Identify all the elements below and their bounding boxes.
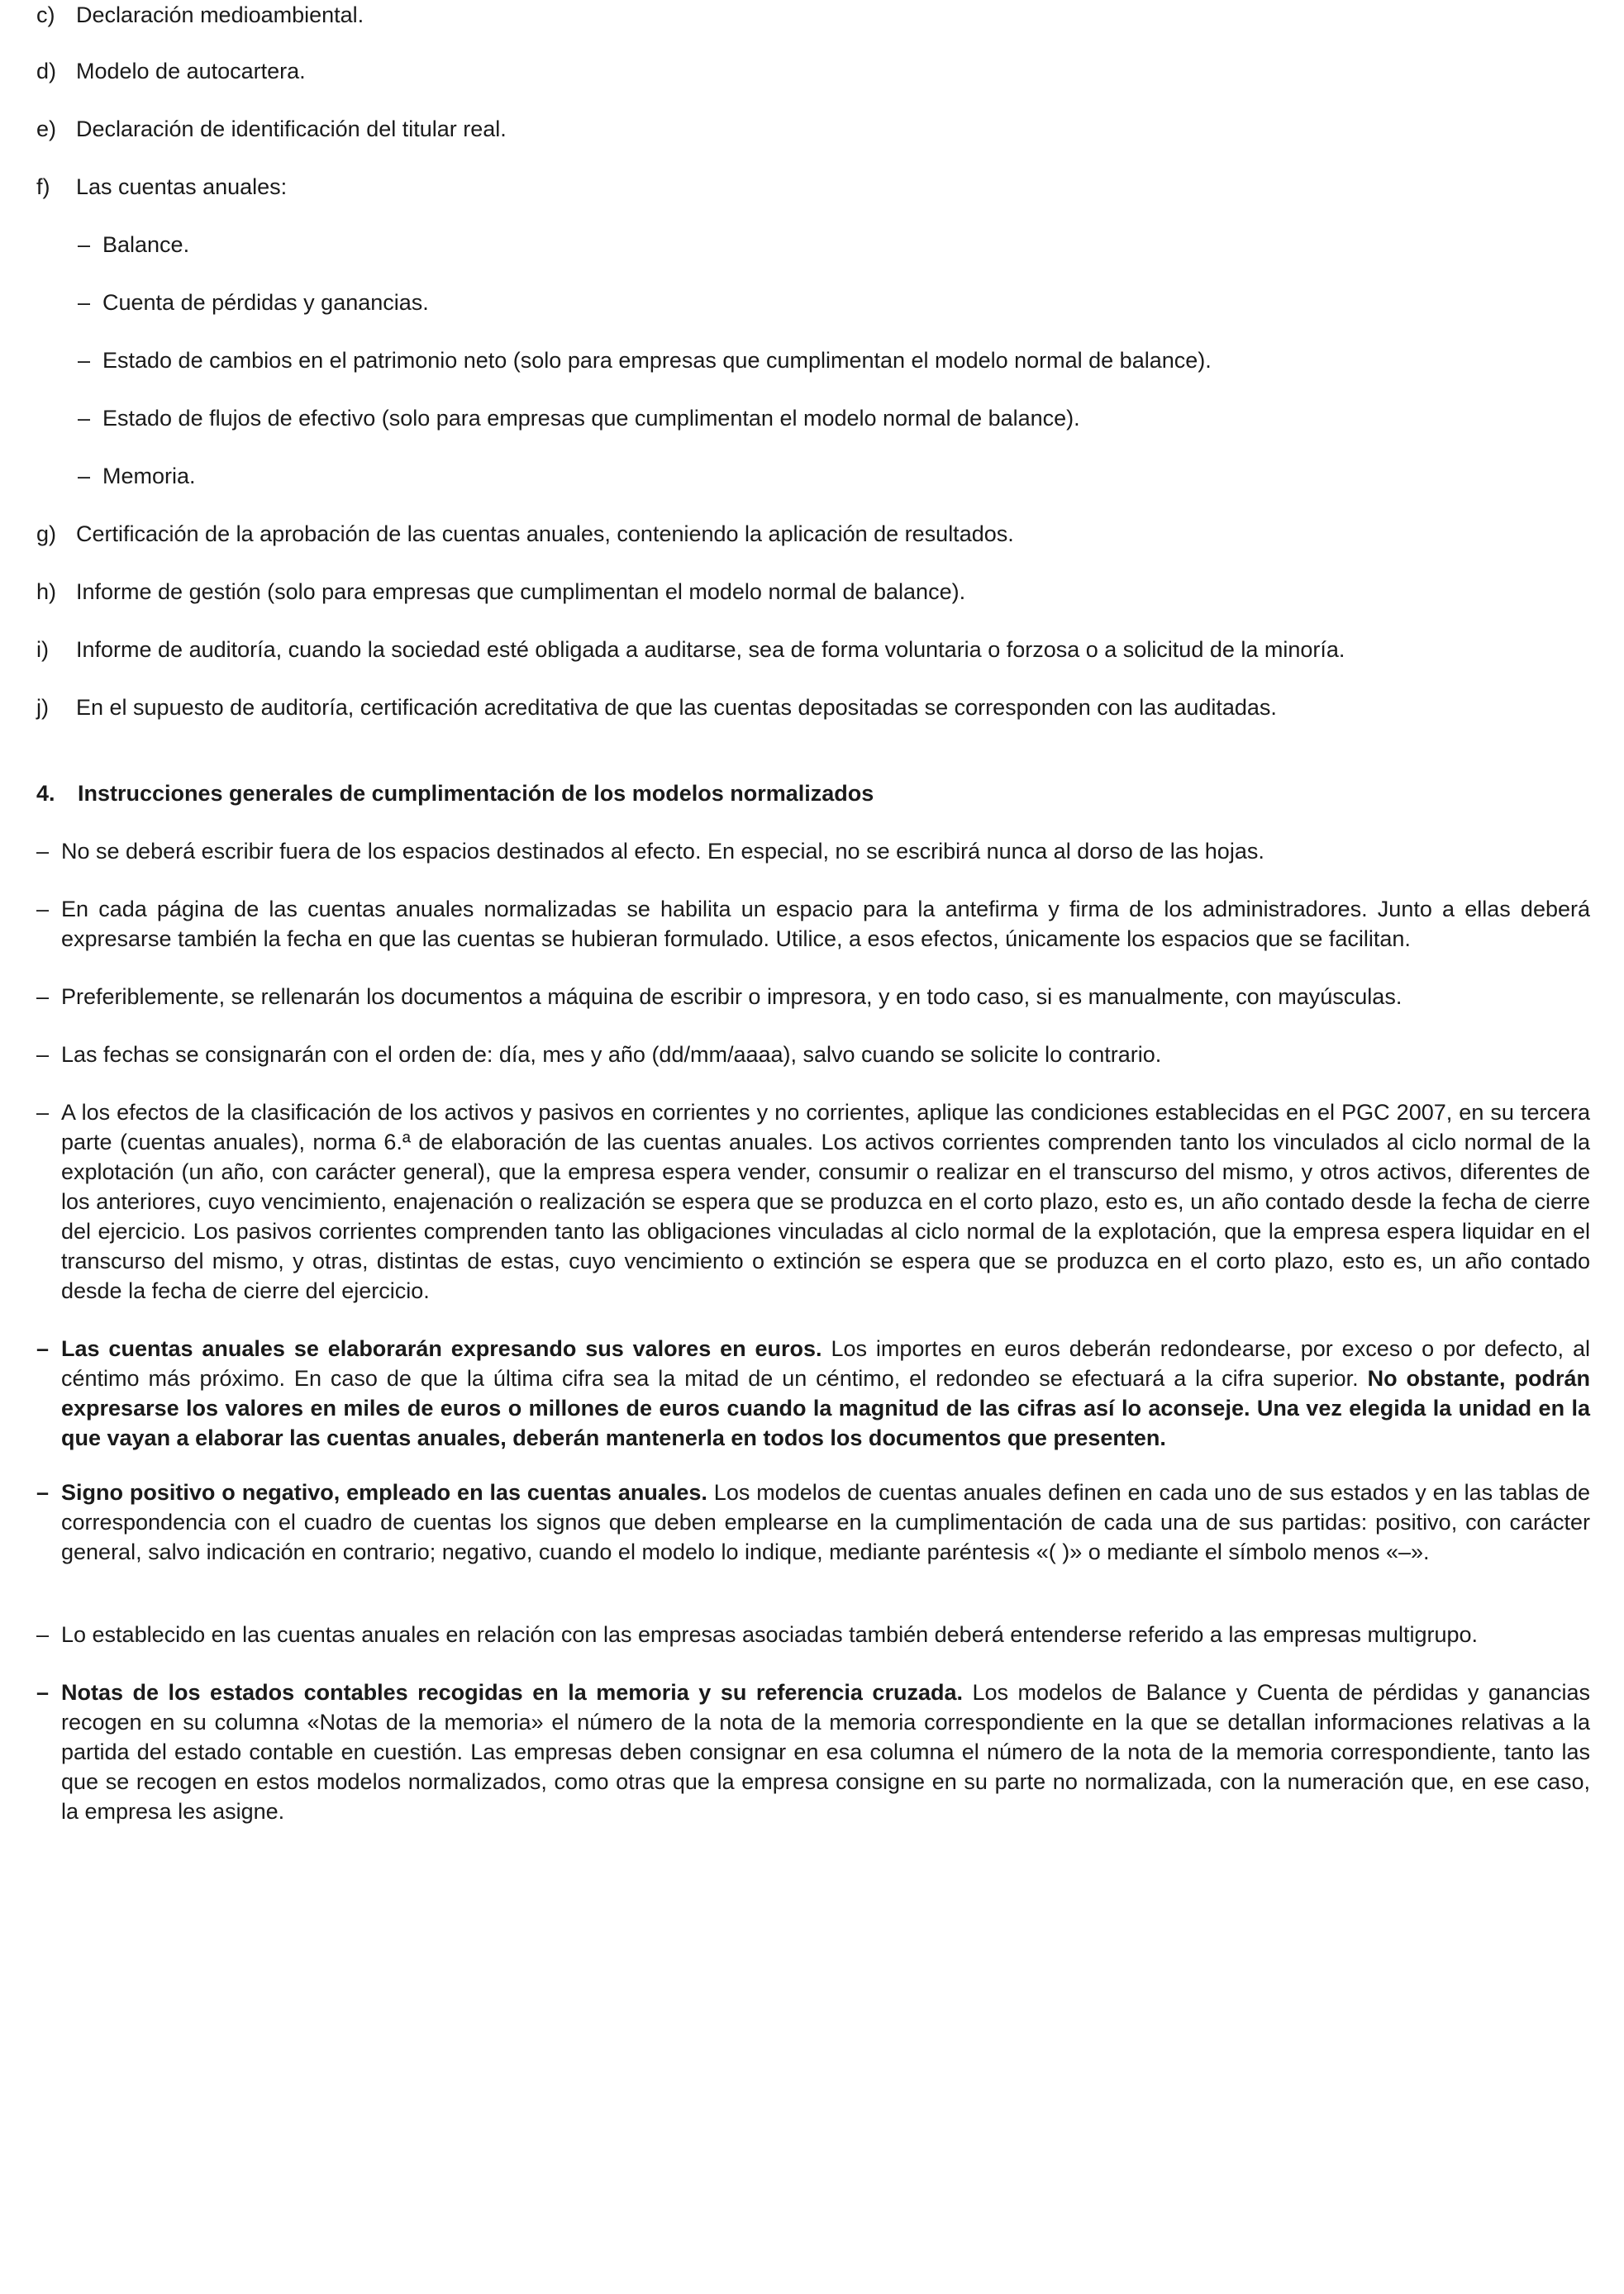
list-marker: d) xyxy=(36,59,57,83)
sub-item-text: Cuenta de pérdidas y ganancias. xyxy=(102,290,429,315)
sub-item-text: Balance. xyxy=(102,232,190,257)
list-text: Informe de gestión (solo para empresas que cumplimentan el modelo normal de balance). xyxy=(76,579,966,604)
list-marker: h) xyxy=(36,579,57,604)
instruction-text xyxy=(61,1334,1590,1453)
sub-item-text: Estado de cambios en el patrimonio neto (solo para empresas que cumplimentan el modelo normal de balance). xyxy=(102,348,1212,373)
list-item-c xyxy=(36,0,1590,30)
dash-marker: – xyxy=(36,897,50,921)
sub-item-balance xyxy=(78,230,1590,259)
list-text: Informe de auditoría, cuando la sociedad esté obligada a auditarse, sea de forma voluntaria o forzosa o a solicitud de la minoría. xyxy=(76,637,1345,662)
bold-lead: Notas de los estados contables recogidas en la memoria y su referencia cruzada. xyxy=(61,1680,963,1705)
sub-item-memoria xyxy=(78,461,1590,491)
list-text: Las cuentas anuales: xyxy=(76,174,288,199)
instruction-item xyxy=(36,982,1590,1011)
bold-lead: Signo positivo o negativo, empleado en las cuentas anuales. xyxy=(61,1480,707,1505)
list-marker: e) xyxy=(36,117,57,141)
instruction-item xyxy=(36,836,1590,866)
instruction-text: No se deberá escribir fuera de los espacios destinados al efecto. En especial, no se escribirá nunca al dorso de las hojas. xyxy=(61,839,1264,864)
dash-marker: – xyxy=(36,1042,50,1067)
sub-item-pyg xyxy=(78,288,1590,317)
bold-lead: Las cuentas anuales se elaborarán expresando sus valores en euros. xyxy=(61,1336,822,1361)
instruction-item xyxy=(36,1678,1590,1826)
list-marker: g) xyxy=(36,521,57,546)
dash-marker: – xyxy=(36,839,50,864)
dash-marker: – xyxy=(36,1480,50,1505)
body-text: Los modelos de Balance y Cuenta de pérdidas y ganancias recogen en su columna «Notas de la memoria» el número de la nota de la memoria correspondiente en la que se detallan informaciones relativas a la partida del estado contable en cuestión. Las empresas deben consignar en esa columna el número de la nota de la memoria correspondiente, tanto las que se recogen en estos modelos normalizados, como otras que la empresa consigne en su parte no normalizada, con la numeración que, en ese caso, la empresa les asigne. xyxy=(61,1680,1591,1824)
list-text: Certificación de la aprobación de las cuentas anuales, conteniendo la aplicación de resultados. xyxy=(76,521,1014,546)
list-marker: j) xyxy=(36,695,49,720)
list-item-e xyxy=(36,114,1590,144)
bold-tail: No obstante, podrán expresarse los valores en miles de euros o millones de euros cuando la magnitud de las cifras así lo aconseje. Una vez elegida la unidad en la que vayan a elaborar las cuentas anuales, deberán mantenerla en todos los documentos que presenten. xyxy=(61,1366,1590,1450)
list-marker: f) xyxy=(36,174,50,199)
section-title: Instrucciones generales de cumplimentación de los modelos normalizados xyxy=(78,781,874,806)
dash-marker: – xyxy=(36,1100,50,1125)
list-text: En el supuesto de auditoría, certificación acreditativa de que las cuentas depositadas se corresponden con las auditadas. xyxy=(76,695,1277,720)
sub-item-text: Memoria. xyxy=(102,464,196,488)
list-item-i xyxy=(36,635,1590,664)
dash-marker: – xyxy=(36,984,50,1009)
instruction-item xyxy=(36,1334,1590,1453)
instruction-item xyxy=(36,894,1590,954)
dash-marker: – xyxy=(78,232,91,257)
instruction-text: Preferiblemente, se rellenarán los documentos a máquina de escribir o impresora, y en todo caso, si es manualmente, con mayúsculas. xyxy=(61,984,1403,1009)
list-item-g xyxy=(36,519,1590,549)
sub-item-ecpn xyxy=(78,345,1590,375)
instruction-text: Lo establecido en las cuentas anuales en relación con las empresas asociadas también deberá entenderse referido a las empresas multigrupo. xyxy=(61,1622,1479,1647)
instruction-text: En cada página de las cuentas anuales normalizadas se habilita un espacio para la antefirma y firma de los administradores. Junto a ellas deberá expresarse también la fecha en que las cuentas se hubieran formulado. Utilice, a esos efectos, únicamente los espacios que se facilitan. xyxy=(61,897,1590,951)
dash-marker: – xyxy=(36,1680,50,1705)
body-text: Los importes en euros deberán redondearse, por exceso o por defecto, al céntimo más próximo. En caso de que la última cifra sea la mitad de un céntimo, el redondeo se efectuará a la cifra superior. xyxy=(61,1336,1590,1391)
instruction-text xyxy=(61,1678,1590,1826)
sub-item-efe xyxy=(78,403,1590,433)
list-item-j xyxy=(36,692,1590,722)
dash-marker: – xyxy=(36,1336,50,1361)
list-text: Declaración medioambiental. xyxy=(76,2,364,27)
list-item-f xyxy=(36,172,1590,202)
dash-marker: – xyxy=(78,348,91,373)
body-text: Los modelos de cuentas anuales definen en cada uno de sus estados y en las tablas de correspondencia con el cuadro de cuentas los signos que deben emplearse en la cumplimentación de cada una de sus partidas: positivo, con carácter general, salvo indicación en contrario; negativo, cuando el modelo lo indique, mediante paréntesis «( )» o mediante el símbolo menos «–». xyxy=(61,1480,1590,1564)
dash-marker: – xyxy=(78,406,91,431)
instruction-text: Las fechas se consignarán con el orden de: día, mes y año (dd/mm/aaaa), salvo cuando se solicite lo contrario. xyxy=(61,1042,1162,1067)
list-item-h xyxy=(36,577,1590,607)
list-text: Declaración de identificación del titular real. xyxy=(76,117,507,141)
dash-marker: – xyxy=(78,290,91,315)
instruction-item xyxy=(36,1097,1590,1306)
section-heading xyxy=(36,778,874,808)
instruction-item xyxy=(36,1040,1590,1069)
instruction-item xyxy=(36,1478,1590,1567)
list-marker: i) xyxy=(36,637,49,662)
dash-marker: – xyxy=(36,1622,50,1647)
instruction-item xyxy=(36,1620,1590,1649)
dash-marker: – xyxy=(78,464,91,488)
list-text: Modelo de autocartera. xyxy=(76,59,306,83)
list-marker: c) xyxy=(36,2,55,27)
instruction-text: A los efectos de la clasificación de los activos y pasivos en corrientes y no corrientes, aplique las condiciones establecidas en el PGC 2007, en su tercera parte (cuentas anuales), norma 6.ª de elaboración de las cuentas anuales. Los activos corrientes comprenden tanto los vinculados al ciclo normal de la explotación (un año, con carácter general), que la empresa espera vender, consumir o realizar en el transcurso del mismo, y otros activos, diferentes de los anteriores, cuyo vencimiento, enajenación o realización se espera que se produzca en el corto plazo, esto es, un año contado desde la fecha de cierre del ejercicio. Los pasivos corrientes comprenden tanto las obligaciones vinculadas al ciclo normal de la explotación, que la empresa espera liquidar en el transcurso del mismo, y otras, distintas de estas, cuyo vencimiento o extinción se espera que se produzca en el corto plazo, esto es, un año contado desde la fecha de cierre del ejercicio. xyxy=(61,1100,1590,1303)
instruction-text xyxy=(61,1478,1590,1567)
list-item-d xyxy=(36,56,1590,86)
section-number: 4. xyxy=(36,781,55,806)
sub-item-text: Estado de flujos de efectivo (solo para empresas que cumplimentan el modelo normal de balance). xyxy=(102,406,1080,431)
